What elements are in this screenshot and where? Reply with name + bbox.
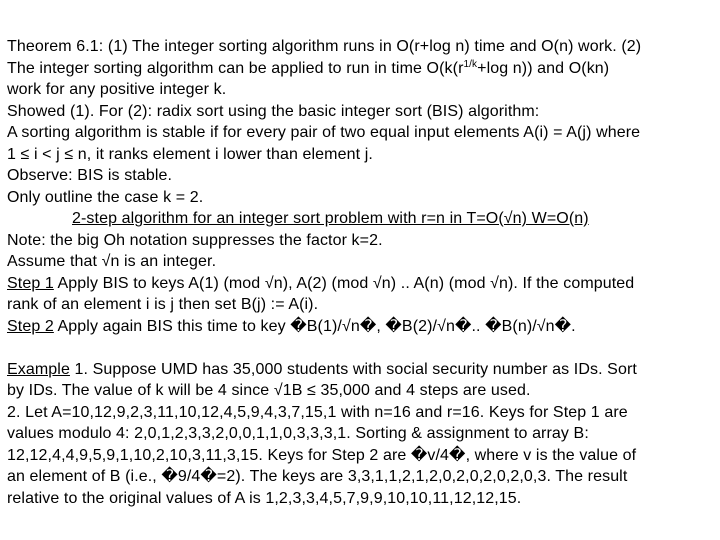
theorem-line-3: work for any positive integer k. xyxy=(7,81,227,98)
theorem-line-2 xyxy=(7,58,717,80)
theorem-exponent: 1/k xyxy=(463,58,478,70)
step1-line-2: rank of an element i is j then set B(j) := A(i). xyxy=(7,296,319,313)
showed-line: Showed (1). For (2): radix sort using the basic integer sort (BIS) algorithm: xyxy=(7,102,540,120)
step2-label: Step 2 xyxy=(7,317,54,335)
example-line-7: relative to the original values of A is 1,2,3,3,4,5,7,9,9,10,10,11,12,12,15. xyxy=(7,489,522,507)
step1-line-1 xyxy=(7,273,717,295)
blank-line xyxy=(7,337,717,359)
example-line-5: 12,12,4,4,9,5,9,1,10,2,10,3,11,3,15. Keys for Step 2 are �v/4�, where v is the value of xyxy=(7,446,637,464)
theorem-line-1: Theorem 6.1: (1) The integer sorting algorithm runs in O(r+log n) time and O(n) work. (2) xyxy=(7,38,642,55)
stable-definition-line-2: 1 ≤ i < j ≤ n, it ranks element i lower than element j. xyxy=(7,145,373,163)
example-text: 1. Suppose UMD has 35,000 students with social security number as IDs. Sort xyxy=(69,360,637,378)
step1-text: Apply BIS to keys A(1) (mod √n), A(2) (mod √n) .. A(n) (mod √n). If the computed xyxy=(53,274,635,292)
example-line-1 xyxy=(7,359,717,381)
assume-line: Assume that √n is an integer. xyxy=(7,253,217,270)
step1-label: Step 1 xyxy=(7,274,54,292)
stable-definition-line-1: A sorting algorithm is stable if for every pair of two equal input elements A(i) = A(j) where xyxy=(7,124,641,141)
slide-text-body xyxy=(7,36,717,509)
example-line-2: by IDs. The value of k will be 4 since √1B ≤ 35,000 and 4 steps are used. xyxy=(7,382,531,399)
example-line-6: an element of B (i.e., �9/4�=2). The keys are 3,3,1,1,2,1,2,0,2,0,2,0,2,0,3. The result xyxy=(7,468,628,485)
step2-text: Apply again BIS this time to key �B(1)/√n�, �B(2)/√n�.. �B(n)/√n�. xyxy=(53,317,576,335)
observe-line: Observe: BIS is stable. xyxy=(7,167,173,184)
example-label: Example xyxy=(7,360,70,378)
outline-line: Only outline the case k = 2. xyxy=(7,188,204,206)
example-line-3: 2. Let A=10,12,9,2,3,11,10,12,4,5,9,4,3,7,15,1 with n=16 and r=16. Keys for Step 1 are xyxy=(7,403,628,421)
algorithm-heading: 2-step algorithm for an integer sort problem with r=n in T=O(√n) W=O(n) xyxy=(72,210,589,227)
note-line: Note: the big Oh notation suppresses the factor k=2. xyxy=(7,231,383,249)
theorem-line-2-end: +log n)) and O(kn) xyxy=(477,59,610,77)
example-line-4: values modulo 4: 2,0,1,2,3,3,2,0,0,1,1,0,3,3,3,1. Sorting & assignment to array B: xyxy=(7,425,589,442)
step2-line xyxy=(7,316,717,338)
theorem-line-2-start: The integer sorting algorithm can be applied to run in time O(k(r xyxy=(7,59,464,77)
